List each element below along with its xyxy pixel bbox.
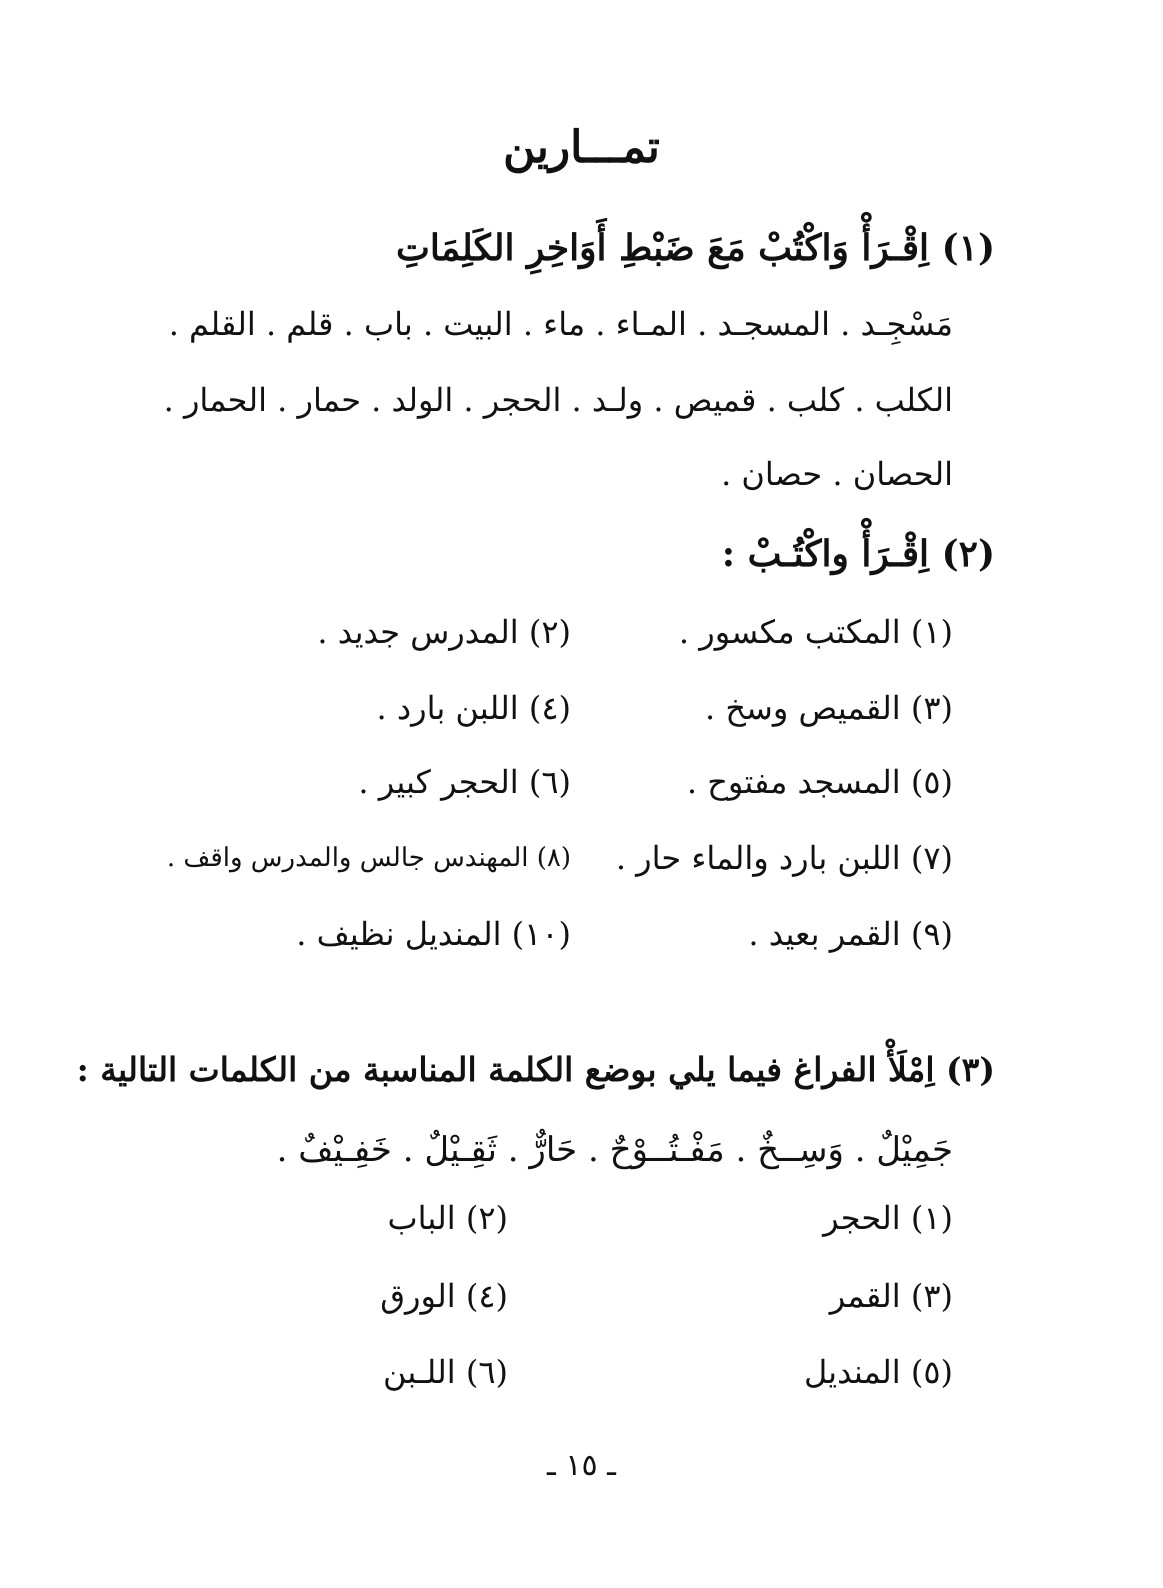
exercise-1-heading: (١) اِقْـرَأْ وَاكْتُبْ مَعَ ضَبْطِ أَوَاخِرِ الكَلِمَاتِ [396,227,995,269]
exercise-3-item-1: (١) الحجر [823,1199,953,1237]
exercise-2-item-2: (٢) المدرس جديد . [317,613,571,651]
exercise-1-line-2: الكلب . كلب . قميص . ولـد . الحجر . الولد . حمار . الحمار . [163,381,953,419]
exercise-2-item-1: (١) المكتب مكسور . [678,613,953,651]
exercise-3-heading: (٣) اِمْلَأْ الفراغ فيما يلي بوضع الكلمة المناسبة من الكلمات التالية : [76,1050,995,1089]
exercise-3-word-bank: جَمِيْلٌ . وَسِــخٌ . مَفْـتُــوْحٌ . حَارٌّ . ثَقِـيْلٌ . خَفِـيْفٌ . [276,1130,953,1170]
exercise-2-item-5: (٥) المسجد مفتوح . [686,763,953,801]
page-title: تمـــارين [503,122,660,173]
exercise-3-item-4: (٤) الورق [380,1277,508,1315]
exercise-2-item-4: (٤) اللبن بارد . [376,689,571,727]
exercise-3-item-2: (٢) الباب [387,1199,508,1237]
exercise-1-line-1: مَسْجِـد . المسجـد . المـاء . ماء . البيت . باب . قلم . القلم . [168,305,953,343]
exercise-3-item-3: (٣) القمر [829,1277,953,1315]
exercise-2-item-9: (٩) القمر بعيد . [748,915,953,953]
exercise-3-item-5: (٥) المنديل [803,1353,953,1391]
exercise-3-item-6: (٦) اللـبن [383,1353,508,1391]
exercise-2-item-8: (٨) المهندس جالس والمدرس واقف . [166,843,571,873]
page-number: ـ ١٥ ـ [547,1448,616,1483]
exercise-2-item-10: (١٠) المنديل نظيف . [296,915,571,953]
exercise-2-item-3: (٣) القميص وسخ . [705,689,953,727]
exercise-2-heading: (٢) اِقْـرَأْ واكْتُـبْ : [721,533,995,575]
exercise-2-item-7: (٧) اللبن بارد والماء حار . [615,839,953,877]
exercise-2-item-6: (٦) الحجر كبير . [358,763,571,801]
exercise-1-line-3: الحصان . حصان . [721,455,953,493]
